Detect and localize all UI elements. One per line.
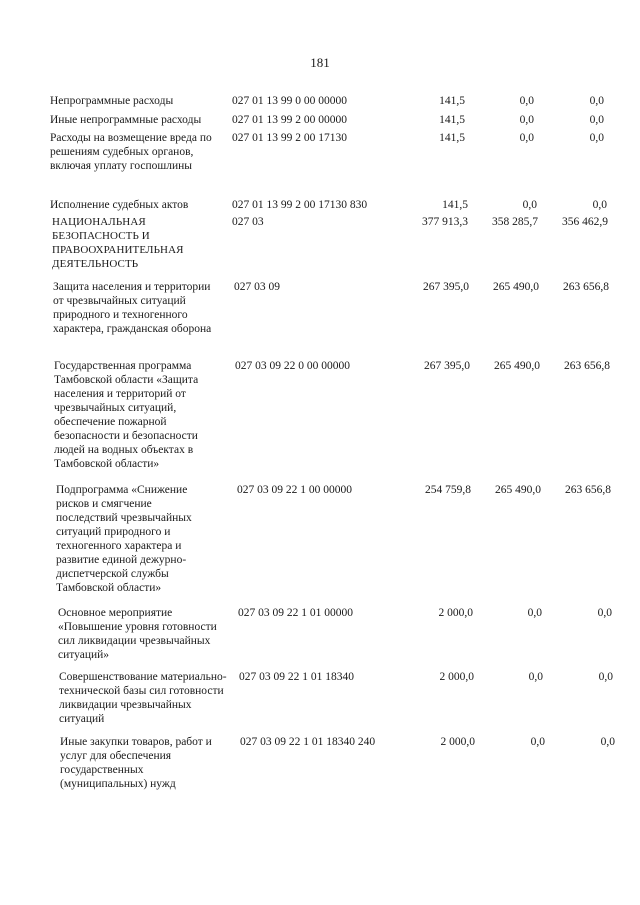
row-value-2: 265 490,0: [495, 484, 541, 496]
row-value-3: 263 656,8: [564, 360, 610, 372]
row-code: 027 03 09 22 1 01 18340 240: [240, 736, 376, 748]
row-value-2: 0,0: [519, 95, 534, 107]
row-code: 027 01 13 99 2 00 17130: [232, 132, 347, 144]
row-value-1: 267 395,0: [423, 281, 469, 293]
row-code: 027 03 09: [234, 281, 280, 293]
row-value-2: 0,0: [530, 736, 545, 748]
row-value-3: 0,0: [589, 95, 604, 107]
row-code: 027 03 09 22 0 00 00000: [235, 360, 350, 372]
row-value-1: 267 395,0: [424, 360, 470, 372]
row-name: Подпрограмма «Снижение рисков и смягчение последствий чрезвычайных ситуаций природного и техногенного характера и развитие единой дежурно-диспетчерской службы Тамбовской области»: [56, 484, 192, 594]
row-value-1: 2 000,0: [438, 607, 473, 619]
row-code: 027 03 09 22 1 01 00000: [238, 607, 353, 619]
row-value-3: 0,0: [589, 114, 604, 126]
row-name: Исполнение судебных актов: [50, 199, 189, 211]
row-name: Государственная программа Тамбовской области «Защита населения и территорий от чрезвычайных ситуаций, обеспечение пожарной безопасности и безопасности людей на водных объектах в Тамбовской области»: [54, 360, 199, 470]
row-value-2: 0,0: [528, 671, 543, 683]
row-code: 027 01 13 99 2 00 00000: [232, 114, 347, 126]
row-value-3: 0,0: [589, 132, 604, 144]
row-code: 027 01 13 99 0 00 00000: [232, 95, 347, 107]
row-value-3: 356 462,9: [562, 216, 608, 228]
row-value-1: 2 000,0: [439, 671, 474, 683]
row-value-1: 141,5: [439, 114, 465, 126]
row-value-1: 2 000,0: [440, 736, 475, 748]
row-code: 027 03: [232, 216, 264, 228]
row-name: Иные закупки товаров, работ и услуг для обеспечения государственных (муниципальных) нужд: [60, 736, 212, 790]
row-value-3: 263 656,8: [565, 484, 611, 496]
row-value-3: 0,0: [600, 736, 615, 748]
row-value-2: 358 285,7: [492, 216, 538, 228]
row-value-2: 265 490,0: [494, 360, 540, 372]
row-value-3: 0,0: [597, 607, 612, 619]
row-name: НАЦИОНАЛЬНАЯ БЕЗОПАСНОСТЬ И ПРАВООХРАНИТЕЛЬНАЯ ДЕЯТЕЛЬНОСТЬ: [52, 216, 184, 270]
row-value-2: 265 490,0: [493, 281, 539, 293]
row-name: Защита населения и территории от чрезвычайных ситуаций природного и техногенного характера, гражданская оборона: [53, 281, 212, 335]
row-value-1: 377 913,3: [422, 216, 468, 228]
row-name: Совершенствование материально-технической базы сил готовности ликвидации чрезвычайных ситуаций: [59, 671, 227, 725]
row-value-1: 141,5: [442, 199, 468, 211]
row-value-3: 0,0: [598, 671, 613, 683]
row-value-1: 254 759,8: [425, 484, 471, 496]
row-value-3: 263 656,8: [563, 281, 609, 293]
row-code: 027 03 09 22 1 00 00000: [237, 484, 352, 496]
row-value-2: 0,0: [519, 132, 534, 144]
row-code: 027 01 13 99 2 00 17130 830: [232, 199, 368, 211]
row-name: Основное мероприятие «Повышение уровня готовности сил ликвидации чрезвычайных ситуаций»: [58, 607, 217, 661]
row-code: 027 03 09 22 1 01 18340: [239, 671, 354, 683]
row-value-2: 0,0: [527, 607, 542, 619]
row-name: Непрограммные расходы: [50, 95, 174, 107]
row-value-2: 0,0: [519, 114, 534, 126]
row-value-1: 141,5: [439, 132, 465, 144]
page-number: 181: [310, 55, 330, 70]
row-name: Расходы на возмещение вреда по решениям судебных органов, включая уплату госпошлины: [50, 132, 212, 172]
row-name: Иные непрограммные расходы: [50, 114, 202, 126]
row-value-1: 141,5: [439, 95, 465, 107]
row-value-3: 0,0: [592, 199, 607, 211]
row-value-2: 0,0: [522, 199, 537, 211]
